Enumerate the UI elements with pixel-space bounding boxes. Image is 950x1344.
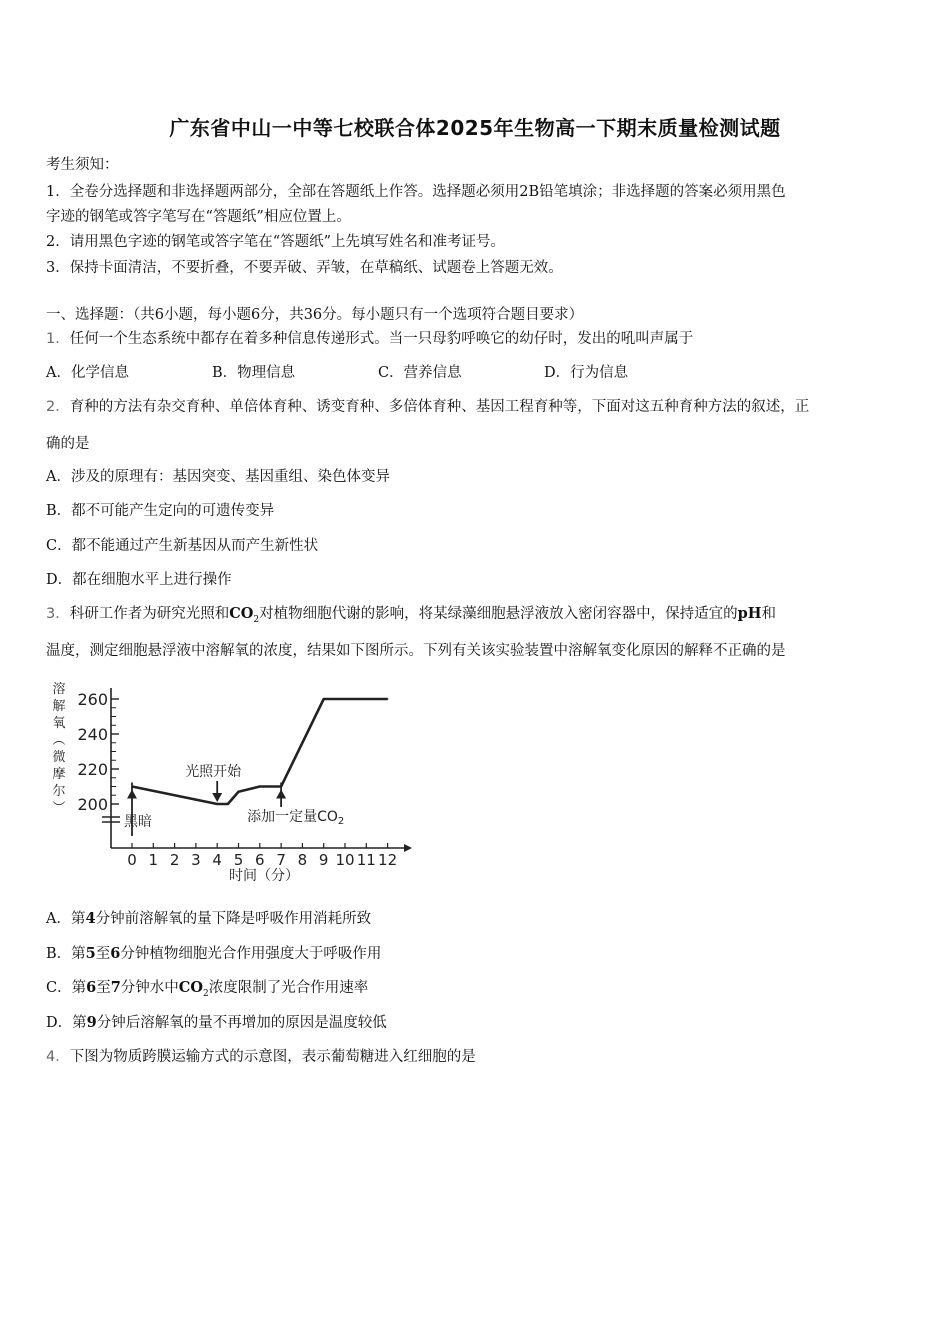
x-axis-label: 时间（分） bbox=[229, 868, 300, 884]
x-tick-label: 10 bbox=[335, 851, 355, 869]
data-point bbox=[259, 786, 261, 788]
light-arrow-head bbox=[212, 793, 222, 802]
question-3 bbox=[46, 602, 916, 625]
question-stem: 下图为物质跨膜运输方式的示意图，表示葡萄糖进入红细胞的是 bbox=[69, 1049, 476, 1065]
x-tick-label: 9 bbox=[318, 851, 329, 869]
y-axis-label bbox=[52, 681, 65, 816]
option-text: A．第 bbox=[46, 911, 86, 927]
option-number: 7 bbox=[110, 979, 121, 996]
option-a[interactable]: A．涉及的原理有：基因突变、基因重组、染色体变异 bbox=[46, 469, 390, 485]
data-point bbox=[227, 803, 229, 805]
y-ticks bbox=[77, 690, 119, 814]
option-b[interactable] bbox=[46, 942, 916, 963]
co2-subscript: 2 bbox=[202, 988, 209, 999]
option-text: 分钟前溶解氧的量下降是呼吸作用消耗所致 bbox=[95, 911, 372, 927]
dark-arrow-head bbox=[127, 790, 137, 799]
question-2 bbox=[46, 395, 916, 416]
x-tick-label: 6 bbox=[255, 851, 265, 869]
stem-part: 科研工作者为研究光照和 bbox=[69, 606, 230, 622]
question-1-options bbox=[46, 361, 916, 382]
question-3-stem-cont: 温度，测定细胞悬浮液中溶解氧的浓度，结果如下图所示。下列有关该实验装置中溶解氧变化原因的解释不正确的是 bbox=[46, 643, 786, 659]
option-a[interactable]: A．化学信息 bbox=[46, 365, 129, 381]
stem-part: 和 bbox=[761, 606, 776, 622]
option-b[interactable]: B．都不可能产生定向的可遗传变异 bbox=[46, 503, 275, 519]
series-layer bbox=[131, 698, 388, 805]
question-1 bbox=[46, 327, 916, 348]
dark-label: 黑暗 bbox=[124, 814, 152, 830]
y-label-char: 氧 bbox=[52, 716, 66, 731]
co2-label: 添加一定量$CO_2$ bbox=[247, 809, 345, 827]
y-label-char: ︵ bbox=[52, 733, 66, 748]
option-number: 5 bbox=[85, 945, 96, 962]
data-point bbox=[238, 791, 240, 793]
co2-formula: CO bbox=[178, 979, 203, 996]
option-text: 分钟水中 bbox=[120, 980, 179, 996]
y-label-char: 尔 bbox=[52, 784, 66, 799]
question-number: 3． bbox=[46, 606, 70, 622]
option-a[interactable] bbox=[46, 907, 916, 928]
ph-symbol: pH bbox=[737, 605, 762, 622]
question-stem: 任何一个生态系统中都存在着多种信息传递形式。当一只母豹呼唤它的幼仔时，发出的吼叫声属于 bbox=[69, 331, 694, 347]
x-tick-label: 11 bbox=[356, 851, 376, 869]
y-label-char: 溶 bbox=[52, 682, 66, 697]
co2-subscript: 2 bbox=[253, 614, 260, 625]
series-line bbox=[132, 699, 388, 804]
x-tick-label: 1 bbox=[148, 851, 159, 869]
option-text: B．第 bbox=[46, 946, 86, 962]
light-label: 光照开始 bbox=[185, 764, 242, 780]
question-2-stem-cont: 确的是 bbox=[46, 436, 90, 452]
option-text: C．第 bbox=[46, 980, 87, 996]
option-d[interactable]: D．都在细胞水平上进行操作 bbox=[46, 572, 232, 588]
option-number: 9 bbox=[86, 1014, 97, 1031]
x-tick-label: 8 bbox=[297, 851, 308, 869]
option-text: D．第 bbox=[46, 1015, 87, 1031]
x-tick-label: 3 bbox=[191, 851, 201, 869]
x-tick-label: 4 bbox=[212, 851, 222, 869]
y-tick-label: 200 bbox=[77, 795, 108, 814]
y-tick-label: 220 bbox=[77, 760, 108, 779]
notice-item-1: 1．全卷分选择题和非选择题两部分，全部在答题纸上作答。选择题必须用2B铅笔填涂；非选择题的答案必须用黑色 bbox=[46, 184, 786, 200]
option-b[interactable]: B．物理信息 bbox=[212, 365, 296, 381]
notice-heading: 考生须知： bbox=[46, 157, 119, 173]
option-c[interactable]: C．都不能通过产生新基因从而产生新性状 bbox=[46, 538, 319, 554]
question-stem: 育种的方法有杂交育种、单倍体育种、诱变育种、多倍体育种、基因工程育种等，下面对这五种育种方法的叙述，正 bbox=[69, 399, 810, 415]
y-label-char: 微 bbox=[52, 750, 66, 765]
annotations bbox=[124, 763, 344, 836]
section-heading: 一、选择题：（共6小题，每小题6分，共36分。每小题只有一个选项符合题目要求） bbox=[46, 307, 584, 323]
notice-item-3: 3．保持卡面清洁，不要折叠，不要弄破、弄皱，在草稿纸、试题卷上答题无效。 bbox=[46, 260, 563, 276]
x-tick-label: 12 bbox=[378, 851, 398, 869]
question-number: 4． bbox=[46, 1049, 70, 1065]
stem-part: 对植物细胞代谢的影响，将某绿藻细胞悬浮液放入密闭容器中，保持适宜的 bbox=[259, 606, 738, 622]
x-tick-label: 5 bbox=[233, 851, 244, 869]
co2-arrow-head bbox=[276, 790, 286, 799]
page-title: 广东省中山一中等七校联合体2025年生物高一下期末质量检测试题 bbox=[169, 116, 781, 140]
y-label-char: 摩 bbox=[52, 767, 66, 782]
option-d[interactable] bbox=[46, 1011, 916, 1032]
x-tick-label: 2 bbox=[169, 851, 180, 869]
option-c[interactable]: C．营养信息 bbox=[378, 365, 462, 381]
option-text: 至 bbox=[95, 946, 111, 962]
option-text: 分钟植物细胞光合作用强度大于呼吸作用 bbox=[120, 946, 382, 962]
data-point bbox=[216, 803, 218, 805]
notice-item-2: 2．请用黑色字迹的钢笔或答字笔在“答题纸”上先填写姓名和准考证号。 bbox=[46, 234, 506, 250]
option-c[interactable] bbox=[46, 976, 916, 999]
option-number: 6 bbox=[86, 979, 97, 996]
question-number: 2． bbox=[46, 399, 70, 415]
y-label-char: 解 bbox=[52, 699, 66, 714]
co2-formula: CO bbox=[229, 605, 254, 622]
option-number: 6 bbox=[110, 945, 121, 962]
option-number: 4 bbox=[85, 910, 96, 927]
option-d[interactable]: D．行为信息 bbox=[544, 365, 629, 381]
dissolved-oxygen-chart bbox=[44, 676, 424, 890]
x-axis-arrow bbox=[404, 844, 412, 852]
x-tick-label: 7 bbox=[276, 851, 286, 869]
x-ticks bbox=[127, 843, 397, 884]
option-text: 浓度限制了光合作用速率 bbox=[208, 980, 369, 996]
option-text: 至 bbox=[96, 980, 111, 996]
y-label-char: ︶ bbox=[52, 801, 66, 816]
y-tick-label: 240 bbox=[77, 725, 108, 744]
data-point bbox=[387, 698, 389, 700]
question-4 bbox=[46, 1045, 916, 1066]
option-text: 分钟后溶解氧的量不再增加的原因是温度较低 bbox=[96, 1015, 387, 1031]
co2-subscript: 2 bbox=[337, 816, 345, 827]
question-number: 1． bbox=[46, 331, 70, 347]
data-point bbox=[323, 698, 325, 700]
y-tick-label: 260 bbox=[77, 690, 108, 709]
notice-item-1-cont: 字迹的钢笔或答字笔写在“答题纸”相应位置上。 bbox=[46, 209, 351, 225]
x-tick-label: 0 bbox=[127, 851, 137, 869]
